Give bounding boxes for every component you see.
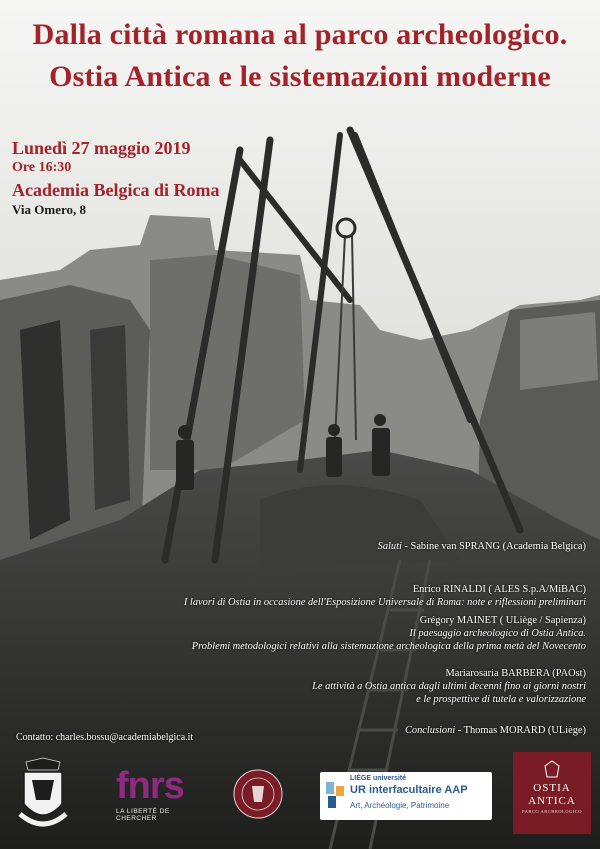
ostia-logo-line3: PARCO ARCHEOLOGICO <box>522 809 582 814</box>
uliege-subtitle: Art, Archéologie, Patrimoine <box>350 801 450 810</box>
ostia-logo-line1: OSTIA <box>533 782 571 794</box>
ostia-emblem-icon <box>544 760 560 778</box>
program-talk-subtitle: Problemi metodologici relativi alla sistemazione archeologica della prima metà del Novecento <box>191 641 586 652</box>
partner-logos <box>0 752 600 849</box>
fnrs-logo <box>116 765 198 822</box>
program-speaker: Enrico RINALDI ( ALES S.p.A/MiBAC) <box>412 584 586 595</box>
program-speaker: Grégory MAINET ( ULiège / Sapienza) <box>419 615 586 626</box>
program-speaker: - Sabine van SPRANG (Academia Belgica) <box>401 541 586 552</box>
ostia-logo-line2: ANTICA <box>528 795 576 807</box>
program-speaker: - Thomas MORARD (ULiège) <box>455 725 586 736</box>
uliege-aap-logo <box>320 772 492 820</box>
uliege-mark-icon <box>326 782 346 810</box>
poster-title-line1: Dalla città romana al parco archeologico. <box>32 18 568 51</box>
event-address: Via Omero, 8 <box>12 202 87 217</box>
uliege-unit: UR interfacultaire AAP <box>350 784 468 796</box>
program-speaker: Mariarosaria BARBERA (PAOst) <box>445 668 586 679</box>
fnrs-wordmark: fnrs <box>116 765 184 807</box>
program-item-barbera <box>312 667 586 706</box>
program-item-welcome <box>378 540 586 553</box>
program-talk-subtitle: e le prospettive di tutela e valorizzazione <box>416 694 586 705</box>
program-talk-title: I lavori di Ostia in occasione dell'Esposizione Universale di Roma: note e riflessioni preliminari <box>183 597 586 608</box>
uliege-name: LIÈGE université <box>350 775 407 782</box>
event-date: Lunedì 27 maggio 2019 <box>12 138 191 158</box>
academia-belgica-crest-logo <box>14 756 72 836</box>
event-time: Ore 16:30 <box>12 160 72 175</box>
poster-title-line2: Ostia Antica e le sistemazioni moderne <box>49 60 551 93</box>
program-role: Saluti <box>377 541 402 552</box>
program-item-conclusions <box>405 724 586 737</box>
program-item-rinaldi <box>184 583 586 609</box>
contact-email[interactable]: Contatto: charles.bossu@academiabelgica.it <box>16 732 194 743</box>
program-talk-title: Le attività a Ostia antica dagli ultimi decenni fino ai giorni nostri <box>312 681 586 692</box>
ostia-antica-park-logo <box>513 752 591 834</box>
program-role: Conclusioni <box>404 725 456 736</box>
sapienza-seal-logo <box>232 768 284 820</box>
program-item-mainet <box>192 614 586 653</box>
event-venue: Academia Belgica di Roma <box>12 180 220 200</box>
fnrs-tagline: LA LIBERTÉ DE CHERCHER <box>116 808 170 822</box>
program-talk-title: Il paesaggio archeologico di Ostia Antica. <box>409 628 586 639</box>
